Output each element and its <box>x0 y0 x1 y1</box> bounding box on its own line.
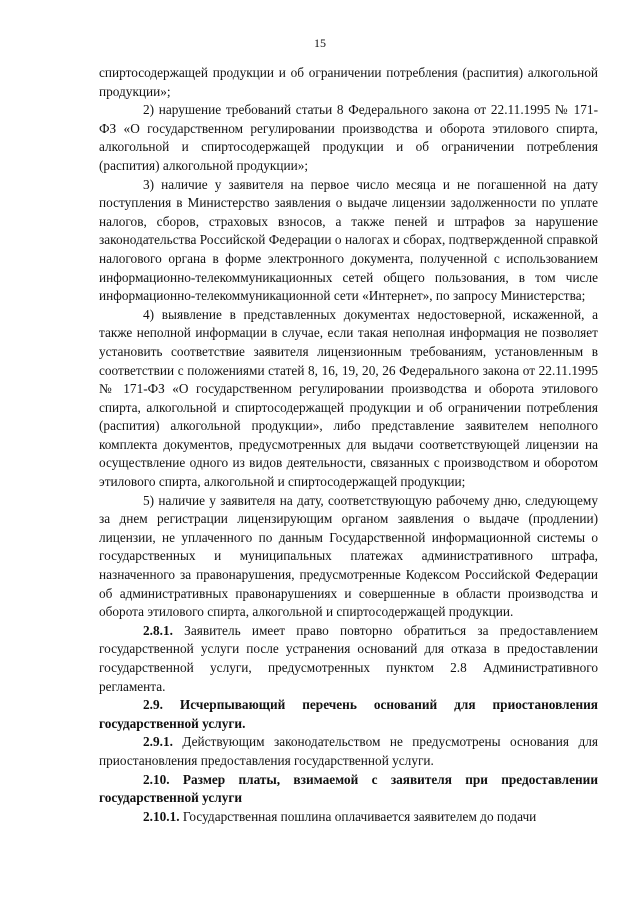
section-heading-text: 2.10. Размер платы, взимаемой с заявителя при предоставлении государственной услуги <box>99 771 598 806</box>
paragraph-text: 4) выявление в представленных документах недостоверной, искаженной, а также неполной информации в случае, если такая неполная информация не позволяет установить соответствие заявителя лицензионным требованиям, установленным в соответствии с положениями статей 8, 16, 19, 20, 26 Федерального закона от 22.11.1995 № 171-ФЗ «О государственном регулировании производства и оборота этилового спирта, алкогольной и спиртосодержащей продукции и об ограничении потребления (распития) алкогольной продукции», либо представление заявителем неполного комплекта документов, предусмотренных для выдачи соответствующей лицензии на осуществление одного из видов деятельности, связанных с производством и оборотом этилового спирта, алкогольной и спиртосодержащей продукции; <box>99 306 598 490</box>
paragraph-text: Заявитель имеет право повторно обратиться за предоставлением государственной услуги после устранения оснований для отказа в предоставлении государственной услуги, предусмотренных пунктом 2.8 Административного регламента. <box>99 622 598 694</box>
section-heading-2-10 <box>99 771 598 808</box>
paragraph-item-3 <box>99 176 598 306</box>
paragraph-text: 5) наличие у заявителя на дату, соответствующую рабочему дню, следующему за днем регистрации лицензирующим органом заявления о выдаче (продлении) лицензии, не уплаченного по данным Государственной информационной системы о государственных и муниципальных платежах административного штрафа, назначенного за правонарушения, предусмотренные Кодексом Российской Федерации об административных правонарушениях и совершенные в области производства и оборота этилового спирта, алкогольной и спиртосодержащей продукции. <box>99 492 598 620</box>
paragraph-text: Действующим законодательством не предусмотрены основания для приостановления предоставления государственной услуги. <box>99 734 598 768</box>
section-heading-2-9 <box>99 696 598 733</box>
paragraph-2-9-1 <box>99 733 598 770</box>
document-body <box>99 64 598 826</box>
paragraph-text: 2) нарушение требований статьи 8 Федерального закона от 22.11.1995 № 171-ФЗ «О государственном регулировании производства и оборота этилового спирта, алкогольной и спиртосодержащей продукции и об ограничении потребления (распития) алкогольной продукции»; <box>99 102 598 173</box>
paragraph-text: 3) наличие у заявителя на первое число месяца и не погашенной на дату поступления в Министерство заявления о выдаче лицензии задолженности по уплате налогов, сборов, страховых взносов, а также пеней и штрафов за нарушение законодательства Российской Федерации о налогах и сборах, подтвержденной справкой налогового органа в форме электронного документа, полученной с использованием информационно-телекоммуникационных сетей общего пользования, в том числе информационно-телекоммуникационной сети «Интернет», по запросу Министерства; <box>99 176 598 304</box>
paragraph-number: 2.9.1. <box>143 734 173 750</box>
paragraph-number: 2.10.1. <box>143 808 180 824</box>
paragraph-2-10-1 <box>99 808 598 827</box>
paragraph-item-2 <box>99 101 598 175</box>
paragraph-item-4 <box>99 306 598 492</box>
paragraph-text: Государственная пошлина оплачивается заявителем до подачи <box>179 808 537 824</box>
page-number: 15 <box>314 36 326 50</box>
paragraph-2-8-1 <box>99 622 598 696</box>
paragraph-continuation <box>99 64 598 101</box>
section-heading-text: 2.9. Исчерпывающий перечень оснований для приостановления государственной услуги. <box>99 697 598 731</box>
paragraph-number: 2.8.1. <box>143 622 173 638</box>
paragraph-item-5 <box>99 492 598 622</box>
paragraph-text: спиртосодержащей продукции и об ограничении потребления (распития) алкогольной продукции»; <box>99 65 598 99</box>
